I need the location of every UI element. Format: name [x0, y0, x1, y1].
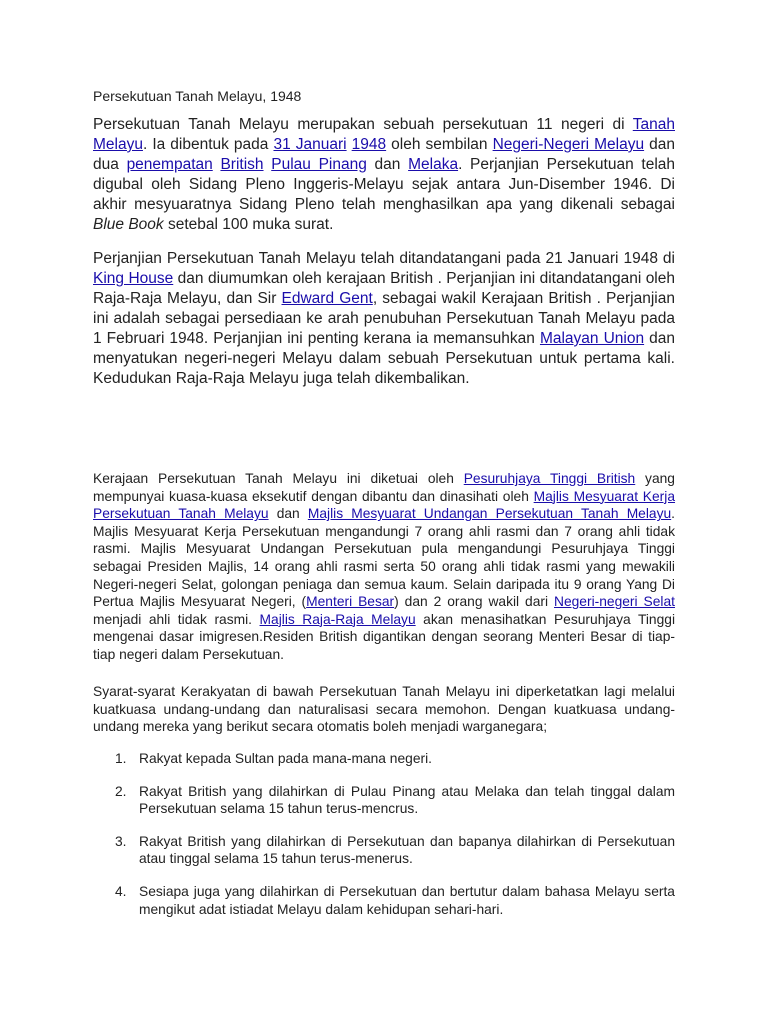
document-title: Persekutuan Tanah Melayu, 1948	[93, 88, 302, 104]
link-31-januari[interactable]: 31 Januari	[273, 136, 347, 153]
text-run: dan	[268, 506, 308, 522]
text-run: dan dua	[93, 136, 675, 173]
text-run: , sebagai wakil Kerajaan British . Perjanjian ini adalah sebagai persediaan ke arah penubuhan Persekutuan Tanah Melayu pada 1 Februari 1948. Perjanjian ini penting kerana ia memansuhkan	[93, 290, 675, 347]
text-run: menjadi ahli tidak rasmi.	[93, 611, 260, 627]
text-run: . Perjanjian Persekutuan telah digubal oleh Sidang Pleno Inggeris-Melayu sejak antara Jun-Disember 1946. Di akhir mesyuaratnya Sidang Pleno telah menghasilkan apa yang dikenali sebagai	[93, 156, 676, 213]
list-item-text: Rakyat British yang dilahirkan di Persekutuan dan bapanya dilahirkan di Persekutuan atau tinggal selama 15 tahun terus-menerus.	[139, 833, 675, 867]
text-run: akan menasihatkan Pesuruhjaya Tinggi mengenai dasar imigresen.Residen British digantikan dengan seorang Menteri Besar di tiap-tiap negeri dalam Persekutuan.	[93, 611, 676, 662]
list-item-text: Rakyat British yang dilahirkan di Pulau Pinang atau Melaka dan telah tinggal dalam Persekutuan selama 15 tahun terus-mencrus.	[139, 783, 675, 817]
list-number: 1.	[115, 751, 127, 766]
link-1948[interactable]: 1948	[351, 136, 387, 153]
link-pulau-pinang[interactable]: Pulau Pinang	[271, 156, 367, 173]
text-run: dan	[366, 156, 409, 173]
link-pesuruhjaya-tinggi-british[interactable]: Pesuruhjaya Tinggi British	[463, 471, 636, 486]
list-item	[93, 833, 675, 868]
list-number: 4.	[115, 883, 127, 899]
text-run: oleh sembilan	[386, 136, 493, 153]
list-item-text: Rakyat kepada Sultan pada mana-mana negeri.	[139, 751, 432, 766]
paragraph-intro	[93, 115, 675, 235]
link-negeri-negeri-selat[interactable]: Negeri-negeri Selat	[554, 594, 675, 610]
blue-book-title: Blue Book	[93, 216, 164, 233]
list-number: 2.	[115, 783, 127, 799]
link-penempatan[interactable]: penempatan	[126, 156, 213, 173]
list-item	[93, 750, 675, 768]
link-majlis-mesyuarat-kerja[interactable]: Majlis Mesyuarat Kerja Persekutuan Tanah Melayu	[93, 488, 676, 522]
text-run: dan menyatukan negeri-negeri Melayu dalam sebuah Persekutuan untuk pertama kali. Kedudukan Raja-Raja Melayu juga telah dikembalikan.	[93, 330, 675, 387]
list-number: 3.	[115, 833, 127, 849]
list-item	[93, 883, 675, 918]
text-run: setebal 100 muka surat.	[163, 216, 334, 233]
text-run: . Ia dibentuk pada	[142, 136, 274, 153]
link-king-house[interactable]: King House	[93, 270, 174, 287]
paragraph-perjanjian	[93, 249, 675, 389]
link-melaka[interactable]: Melaka	[408, 156, 459, 173]
link-majlis-raja-raja-melayu[interactable]: Majlis Raja-Raja Melayu	[259, 611, 416, 627]
link-edward-gent[interactable]: Edward Gent	[281, 290, 373, 307]
link-british[interactable]: British	[220, 156, 264, 173]
text-run: yang mempunyai kuasa-kuasa eksekutif dengan dibantu dan dinasihati oleh	[93, 471, 675, 504]
text-run: Kerajaan Persekutuan Tanah Melayu ini diketuai oleh	[93, 471, 464, 486]
link-tanah-melayu[interactable]: Tanah Melayu	[93, 116, 675, 153]
text-run: Persekutuan Tanah Melayu merupakan sebuah persekutuan 11 negeri di	[93, 116, 633, 133]
link-majlis-mesyuarat-undangan[interactable]: Majlis Mesyuarat Undangan Persekutuan Tanah Melayu	[307, 506, 672, 522]
text-run: . Majlis Mesyuarat Kerja Persekutuan mengandungi 7 orang ahli rasmi dan 7 orang ahli tidak rasmi. Majlis Mesyuarat Undangan Persekutuan pula mengandungi Pesuruhjaya Tinggi sebagai Presiden Majlis, 14 orang ahli rasmi serta 50 orang ahli tidak rasmi yang mewakili Negeri-negeri Selat, golongan peniaga dan semua kaum. Selain daripada itu 9 orang Yang Di Pertua Majlis Mesyuarat Negeri, (	[93, 506, 676, 610]
citizenship-list	[93, 750, 675, 933]
text-run: dan diumumkan oleh kerajaan British . Perjanjian ini ditandatangani oleh Raja-Raja Melayu, dan Sir	[93, 270, 675, 307]
link-malayan-union[interactable]: Malayan Union	[539, 330, 645, 347]
list-item-text: Sesiapa juga yang dilahirkan di Persekutuan dan bertutur dalam bahasa Melayu serta mengikut adat istiadat Melayu dalam kehidupan sehari-hari.	[139, 883, 675, 917]
paragraph-kerakyatan: Syarat-syarat Kerakyatan di bawah Persekutuan Tanah Melayu ini diperketatkan lagi melalui kuatkuasa undang-undang dan naturalisasi secara memohon. Dengan kuatkuasa undang-undang mereka yang berikut secara otomatis boleh menjadi warganegara;	[93, 684, 675, 735]
text-run: ) dan 2 orang wakil dari	[394, 594, 554, 610]
link-negeri-negeri-melayu[interactable]: Negeri-Negeri Melayu	[492, 136, 645, 153]
paragraph-kerajaan	[93, 470, 675, 664]
list-item	[93, 783, 675, 818]
link-menteri-besar[interactable]: Menteri Besar	[306, 594, 395, 610]
text-run: Perjanjian Persekutuan Tanah Melayu telah ditandatangani pada 21 Januari 1948 di	[93, 250, 675, 267]
